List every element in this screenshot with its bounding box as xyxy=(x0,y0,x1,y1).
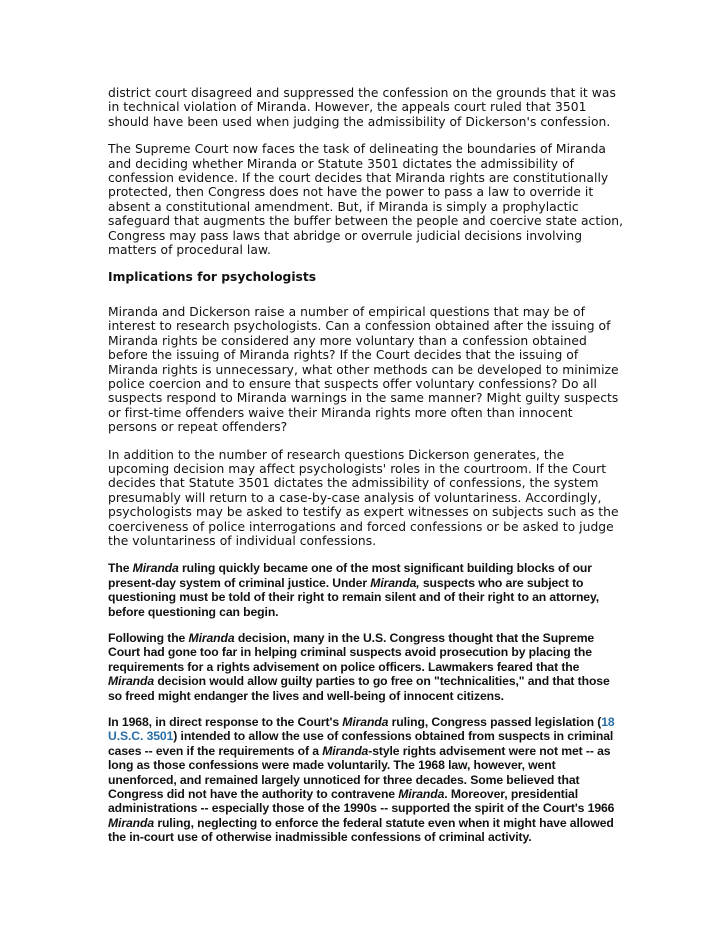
document-page xyxy=(108,86,624,857)
paragraph-supreme-court: The Supreme Court now faces the task of delineating the boundaries of Miranda and deciding whether Miranda or Statute 3501 dictates the admissibility of confession evidence. If the court decides that Miranda rights are constitutionally protected, then Congress does not have the power to pass a law to override it absent a constitutional amendment. But, if Miranda is simply a prophylactic safeguard that augments the buffer between the people and coercive state action, Congress may pass laws that abridge or overrule judicial decisions involving matters of procedural law. xyxy=(108,142,624,258)
bold-paragraph-miranda-ruling: The Miranda ruling quickly became one of the most significant building blocks of our present-day system of criminal justice. Under Miranda, suspects who are subject to questioning must be told of their right to remain silent and of their right to an attorney, before questioning can begin. xyxy=(108,561,600,619)
paragraph-district-court: district court disagreed and suppressed the confession on the grounds that it was in technical violation of Miranda. However, the appeals court ruled that 3501 should have been used when judging the admissibility of Dickerson's confession. xyxy=(108,86,616,129)
statute-link[interactable]: 18 U.S.C. 3501 xyxy=(108,715,615,744)
paragraph-empirical-questions: Miranda and Dickerson raise a number of empirical questions that may be of interest to research psychologists. Can a confession obtained after the issuing of Miranda rights be considered any more voluntary than a confession obtained before the issuing of Miranda rights? If the Court decides that the issuing of Miranda rights is unnecessary, what other methods can be developed to minimize police coercion and to ensure that suspects offer voluntary confessions? Do all suspects respond to Miranda warnings in the same manner? Might guilty suspects or first-time offenders waive their Miranda rights more often than innocent persons or repeat offenders? xyxy=(108,304,619,435)
section-heading: Implications for psychologists xyxy=(108,270,317,285)
paragraph-psychologists-roles: In addition to the number of research questions Dickerson generates, the upcoming decision may affect psychologists' roles in the courtroom. If the Court decides that Statute 3501 dictates the admissibility of confessions, the system presumably will return to a case-by-case analysis of voluntariness. Accordingly, psychologists may be asked to testify as expert witnesses on subjects such as the coerciveness of police interrogations and forced confessions or be asked to judge the voluntariness of individual confessions. xyxy=(108,447,619,548)
bold-paragraph-1968-legislation: In 1968, in direct response to the Court's Miranda ruling, Congress passed legislation (18 U.S.C. 3501) intended to allow the use of confessions obtained from suspects in criminal cases -- even if the requirements of a Miranda-style rights advisement were not met -- as long as those confessions were made voluntarily. The 1968 law, however, went unenforced, and remained largely unnoticed for three decades. Some believed that Congress did not have the authority to contravene Miranda. Moreover, presidential administrations -- especially those of the 1990s -- supported the spirit of the Court's 1966 Miranda ruling, neglecting to enforce the federal statute even when it might have allowed the in-court use of otherwise inadmissible confessions of criminal activity. xyxy=(108,715,615,845)
bold-paragraph-congress-reaction: Following the Miranda decision, many in the U.S. Congress thought that the Supreme Court had gone too far in helping criminal suspects avoid prosecution by placing the requirements for a rights advisement on police officers. Lawmakers feared that the Miranda decision would allow guilty parties to go free on "technicalities," and that those so freed might endanger the lives and well-being of innocent citizens. xyxy=(108,631,610,703)
